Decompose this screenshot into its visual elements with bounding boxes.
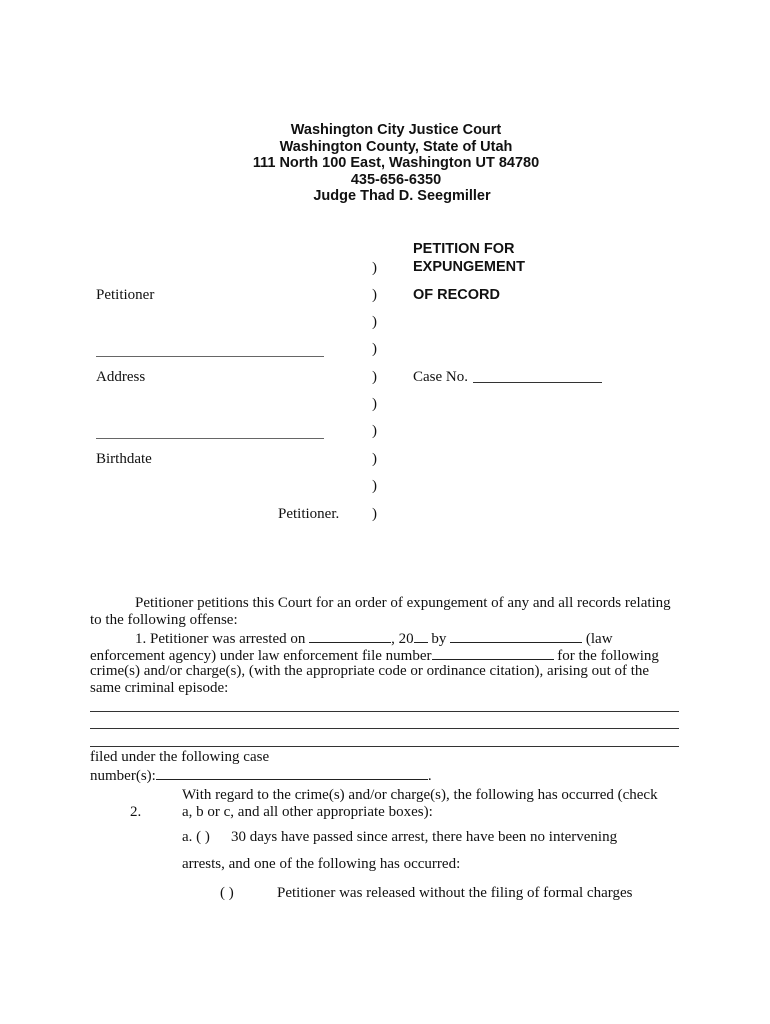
option-released-text: Petitioner was released without the filing of formal charges (277, 885, 633, 901)
arrest-date-blank[interactable] (309, 629, 391, 643)
paragraph-1-line-3: crime(s) and/or charge(s), (with the appropriate code or ordinance citation), arising out of the (90, 663, 650, 679)
caption-paren: ) (372, 423, 377, 439)
caption-paren: ) (372, 314, 377, 330)
court-header (200, 122, 592, 205)
charge-line-2[interactable] (90, 728, 679, 729)
caption-paren: ) (372, 287, 377, 303)
court-county: Washington County, State of Utah (279, 138, 513, 155)
p1-arrested-text: 1. Petitioner was arrested on (135, 631, 306, 647)
agency-blank[interactable] (450, 629, 582, 643)
address-label: Address (96, 369, 146, 385)
case-numbers-blank[interactable] (156, 766, 428, 780)
option-a-line-1: 30 days have passed since arrest, there have been no intervening (231, 829, 618, 845)
paragraph-2-line-2: a, b or c, and all other appropriate boxes): (182, 804, 433, 820)
p1-file-number-text: enforcement agency) under law enforcement file number (90, 648, 432, 664)
petitioner-end-label: Petitioner. (278, 506, 340, 522)
arrest-year-blank[interactable] (414, 629, 428, 643)
birthdate-label: Birthdate (96, 451, 152, 467)
p1-following-text: for the following (557, 648, 659, 664)
filed-number-label: number(s): (90, 768, 156, 784)
court-judge: Judge Thad D. Seegmiller (313, 188, 491, 204)
title-line-3: OF RECORD (413, 287, 500, 303)
caption-paren: ) (372, 451, 377, 467)
caption-paren: ) (372, 396, 377, 412)
filed-line-2 (90, 766, 432, 785)
title-line-1: PETITION FOR (413, 241, 515, 257)
petitioner-label: Petitioner (96, 287, 155, 303)
p1-year-text: , 20 (391, 631, 414, 647)
intro-line-2: to the following offense: (90, 612, 238, 628)
p1-by-text: by (431, 631, 447, 647)
caption-paren: ) (372, 369, 377, 385)
filed-line-1: filed under the following case (90, 749, 270, 765)
option-a-checkbox[interactable]: a. ( ) (182, 829, 210, 845)
petitioner-name-line[interactable] (96, 356, 324, 357)
court-name: Washington City Justice Court (290, 122, 502, 138)
p1-law-text: (law (585, 631, 613, 647)
paragraph-2-number: 2. (130, 804, 142, 820)
case-no-label: Case No. (413, 369, 468, 385)
title-line-2: EXPUNGEMENT (413, 259, 525, 275)
charge-line-3[interactable] (90, 746, 679, 747)
paragraph-2-line-1: With regard to the crime(s) and/or charge(s), the following has occurred (check (182, 787, 658, 803)
court-address: 111 North 100 East, Washington UT 84780 (252, 155, 540, 171)
intro-line-1: Petitioner petitions this Court for an order of expungement of any and all records relating (135, 595, 671, 611)
option-a-line-2: arrests, and one of the following has occurred: (182, 856, 461, 872)
caption-paren: ) (372, 506, 377, 522)
option-released-checkbox[interactable]: ( ) (220, 885, 234, 901)
address-line[interactable] (96, 438, 324, 439)
case-no-blank[interactable] (473, 382, 602, 383)
court-phone: 435-656-6350 (350, 171, 442, 188)
charge-line-1[interactable] (90, 711, 679, 712)
caption-paren: ) (372, 341, 377, 357)
caption-paren: ) (372, 260, 377, 276)
file-number-blank[interactable] (432, 646, 554, 660)
filed-end-period: . (427, 768, 432, 784)
caption-paren: ) (372, 478, 377, 494)
paragraph-1-line-4: same criminal episode: (90, 680, 229, 696)
